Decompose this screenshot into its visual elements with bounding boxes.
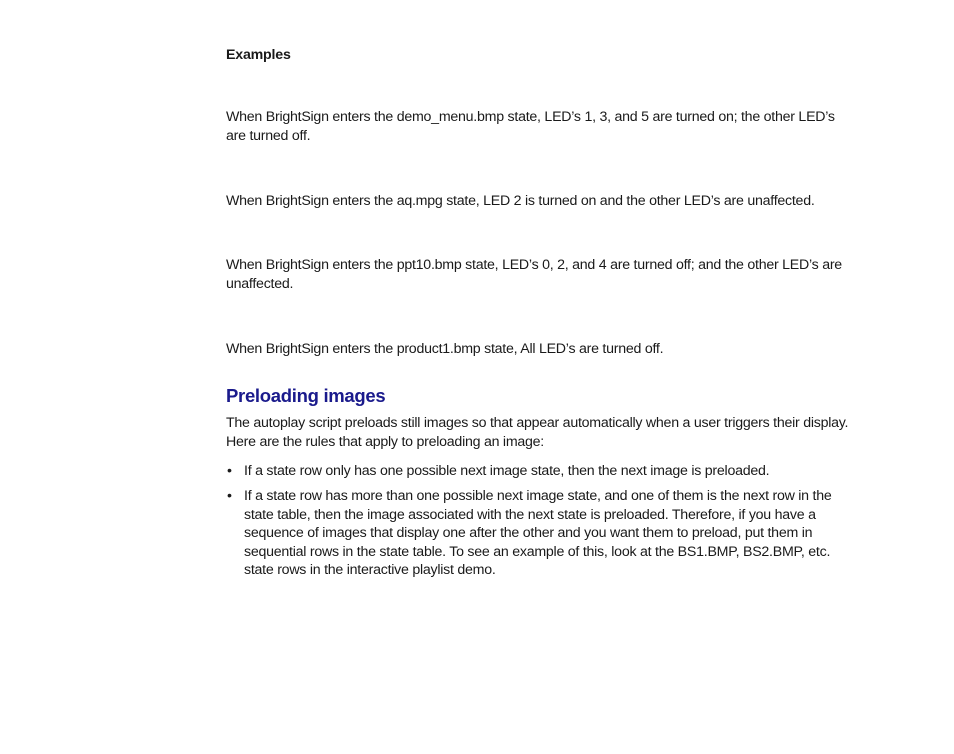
list-item-text: If a state row has more than one possible next image state, and one of them is the next row in the state table, then the image associated with the next state is preloaded. Therefore, if you have a sequence of images that display one after the other and you want them to preload, put them in sequential rows in the state table. To see an example of this, look at the BS1.BMP, BS2.BMP, etc. state rows in the interactive playlist demo. [244,488,832,579]
list-item [226,462,858,480]
preloading-intro-paragraph: The autoplay script preloads still images so that appear automatically when a user triggers their display. Here are the rules that apply to preloading an image: [226,415,849,450]
list-item [226,487,858,579]
example-paragraph-3: When BrightSign enters the ppt10.bmp state, LED’s 0, 2, and 4 are turned off; and the other LED’s are unaffected. [226,257,842,292]
bullet-icon: • [227,488,232,505]
section-heading-preloading-images: Preloading images [226,385,386,406]
examples-heading: Examples [226,47,291,63]
list-item-text: If a state row only has one possible next image state, then the next image is preloaded. [244,463,770,479]
example-paragraph-1: When BrightSign enters the demo_menu.bmp state, LED’s 1, 3, and 5 are turned on; the other LED’s are turned off. [226,109,835,144]
example-paragraph-2: When BrightSign enters the aq.mpg state, LED 2 is turned on and the other LED’s are unaffected. [226,193,815,209]
preloading-rules-list [226,462,858,586]
bullet-icon: • [227,463,232,479]
example-paragraph-4: When BrightSign enters the product1.bmp state, All LED’s are turned off. [226,341,664,357]
